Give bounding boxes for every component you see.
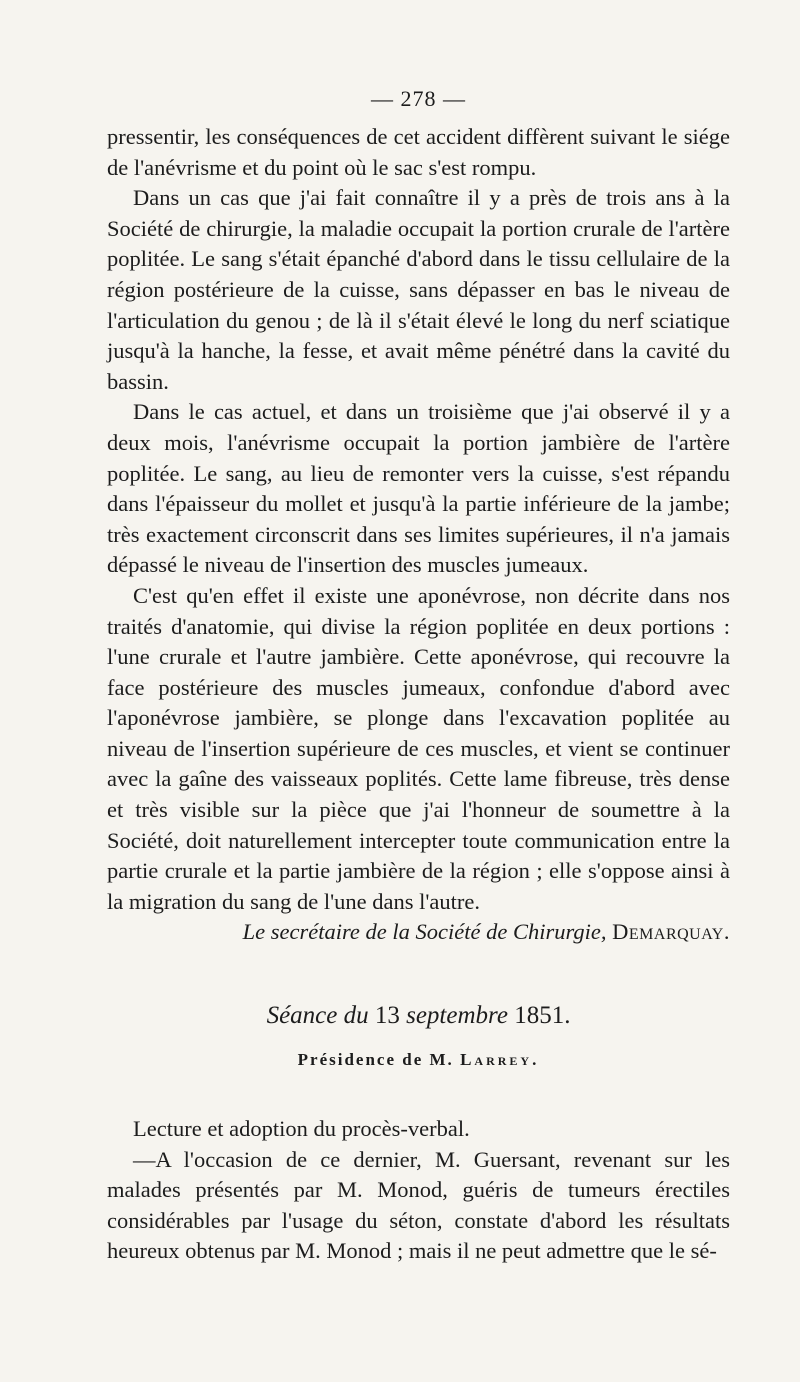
presidence-heading (107, 1050, 730, 1070)
paragraph-crural-case: Dans un cas que j'ai fait connaître il y a près de trois ans à la Société de chirurgie, la maladie occupait la portion crurale de l'artère poplitée. Le sang s'était épanché d'abord dans le tissu cellulaire de la région postérieure de la cuisse, sans dépasser en bas le niveau de l'articulation du genou ; de là il s'était élevé le long du nerf sciatique jusqu'à la hanche, la fesse, et avait même pénétré dans la cavité du bassin. (107, 185, 730, 394)
session-day: 13 (374, 1002, 400, 1030)
session-prefix: Séance du (266, 1002, 369, 1030)
lecture-line: Lecture et adoption du procès-verbal. (133, 1116, 470, 1142)
paragraph-continuation: pressentir, les conséquences de cet accident diffèrent suivant le siége de l'anévrisme et du point où le sac s'est rompu. (107, 124, 730, 180)
paragraph-aponeurosis: C'est qu'en effet il existe une aponévrose, non décrite dans nos traités d'anatomie, qui divise la région poplitée en deux portions : l'une crurale et l'autre jambière. Cette aponévrose, qui recouvre la face postérieure des muscles jumeaux, confondue d'abord avec l'aponévrose jambière, se plonge dans l'excavation poplitée au niveau de l'insertion supérieure de ces muscles, et vient se continuer avec la gaîne des vaisseaux poplités. Cette lame fibreuse, très dense et très visible sur la pièce que j'ai l'honneur de soumettre à la Société, doit naturellement intercepter toute communication entre la partie crurale et la partie jambière de la région ; elle s'oppose ainsi à la migration du sang de l'une dans l'autre. (107, 582, 730, 914)
session-month: septembre (406, 1002, 508, 1030)
session-heading (107, 1002, 730, 1030)
session-year: 1851. (514, 1002, 571, 1030)
page-number: — 278 — (371, 86, 466, 111)
signature-role: Le secrétaire de la Société de Chirurgie, (242, 919, 607, 945)
presidence-label: Présidence de M. (297, 1050, 454, 1070)
paragraph-guersant: —A l'occasion de ce dernier, M. Guersant, revenant sur les malades présentés par M. Monod, guéris de tumeurs érectiles considérables par l'usage du séton, constate d'abord les résultats heureux obtenus par M. Monod ; mais il ne peut admettre que le sé- (107, 1146, 730, 1264)
paragraph-current-case: Dans le cas actuel, et dans un troisième que j'ai observé il y a deux mois, l'anévrisme occupait la portion jambière de l'artère poplitée. Le sang, au lieu de remonter vers la cuisse, s'est répandu dans l'épaisseur du mollet et jusqu'à la partie inférieure de la jambe; très exactement circonscrit dans ses limites supérieures, il n'a jamais dépassé le niveau de l'insertion des muscles jumeaux. (107, 399, 730, 578)
signature-name: Demarquay. (612, 919, 730, 945)
secretary-signature (107, 917, 730, 948)
presidence-name: Larrey. (460, 1050, 540, 1070)
